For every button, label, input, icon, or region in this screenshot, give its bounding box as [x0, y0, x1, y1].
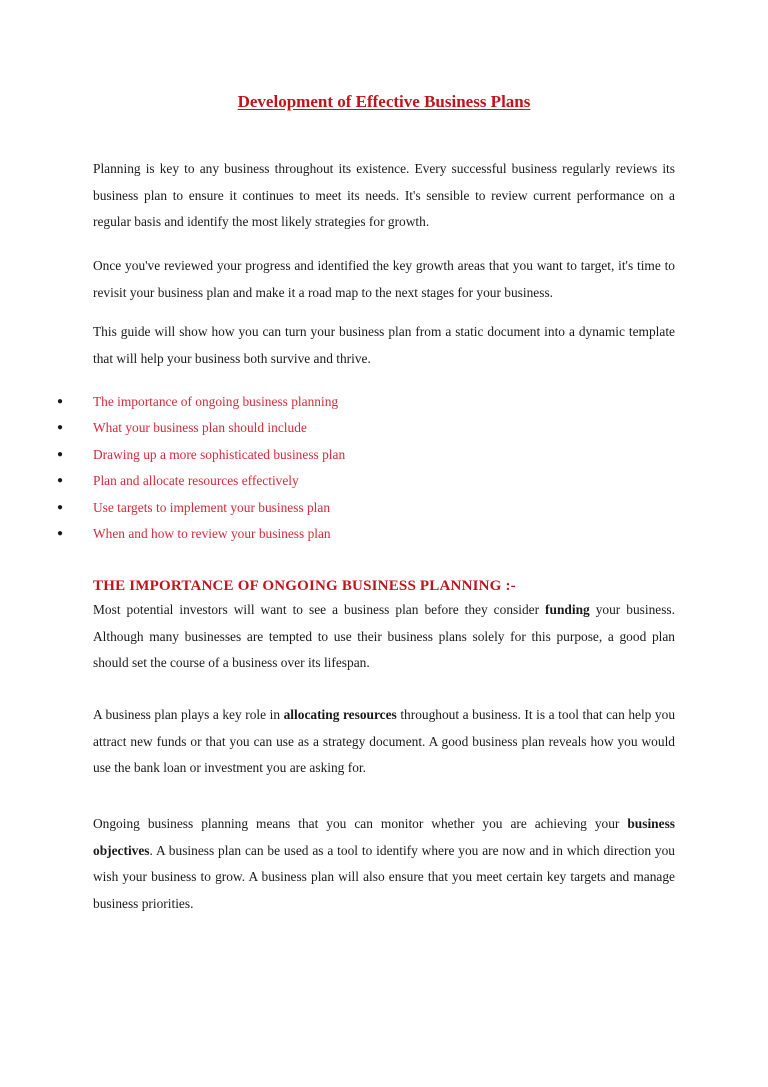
bullet-text: Plan and allocate resources effectively: [93, 473, 299, 489]
document-title: Development of Effective Business Plans: [237, 92, 531, 111]
bullet-text: What your business plan should include: [93, 420, 307, 436]
bullet-dot-icon: ●: [57, 475, 64, 487]
intro-paragraph-3: This guide will show how you can turn your business plan from a static document into a dynamic template that will help your business both survive and thrive.: [93, 324, 675, 366]
bullet-dot-icon: ●: [57, 501, 64, 513]
intro-paragraph-1: Planning is key to any business throughout its existence. Every successful business regularly reviews its business plan to ensure it continues to meet its needs. It's sensible to review current performance on a regular basis and identify the most likely strategies for growth.: [93, 161, 675, 229]
bullet-text: Use targets to implement your business plan: [93, 499, 331, 515]
paragraph-text: Most potential investors will want to see a business plan before they consider: [93, 602, 546, 617]
bold-term-allocating-resources: allocating resources: [283, 707, 397, 722]
bullet-text: Drawing up a more sophisticated business plan: [93, 446, 346, 462]
section-paragraph-1: [93, 597, 675, 677]
list-item: [0, 415, 768, 441]
intro-paragraph-2: Once you've reviewed your progress and identified the key growth areas that you want to target, it's time to revisit your business plan and make it a road map to the next stages for your business.: [93, 258, 675, 300]
list-item: [0, 442, 768, 468]
bullet-text: When and how to review your business plan: [93, 525, 331, 541]
section-heading: THE IMPORTANCE OF ONGOING BUSINESS PLANNING :-: [93, 578, 516, 594]
paragraph-text: Ongoing business planning means that you can monitor whether you are achieving your: [93, 816, 628, 831]
bold-term-business-objectives: business objectives: [93, 816, 675, 858]
bullet-dot-icon: ●: [57, 396, 64, 407]
paragraph-text: throughout a business. It is a tool that can help you attract new funds or that you can use as a strategy document. A good business plan reveals how you would use the bank loan or investment you are asking for.: [93, 707, 676, 775]
bullet-dot-icon: ●: [57, 422, 64, 434]
bold-term-funding: funding: [545, 602, 590, 617]
section-paragraph-2: [93, 702, 675, 782]
list-item: [0, 495, 768, 521]
bullet-text: The importance of ongoing business planning: [93, 394, 339, 409]
list-item: [0, 521, 768, 547]
bullet-dot-icon: ●: [57, 527, 64, 539]
bullet-dot-icon: ●: [57, 448, 64, 460]
list-item: [0, 389, 768, 415]
paragraph-text: . A business plan can be used as a tool to identify where you are now and in which direction you wish your business to grow. A business plan will also ensure that you meet certain key targets and manage business priorities.: [93, 842, 675, 911]
list-item: [0, 468, 768, 494]
paragraph-text: A business plan plays a key role in: [93, 707, 284, 722]
section-paragraph-3: [93, 811, 675, 917]
paragraph-text: your business. Although many businesses are tempted to use their business plans solely for this purpose, a good plan should set the course of a business over its lifespan.: [93, 602, 675, 670]
topic-bullet-list: [0, 389, 768, 547]
